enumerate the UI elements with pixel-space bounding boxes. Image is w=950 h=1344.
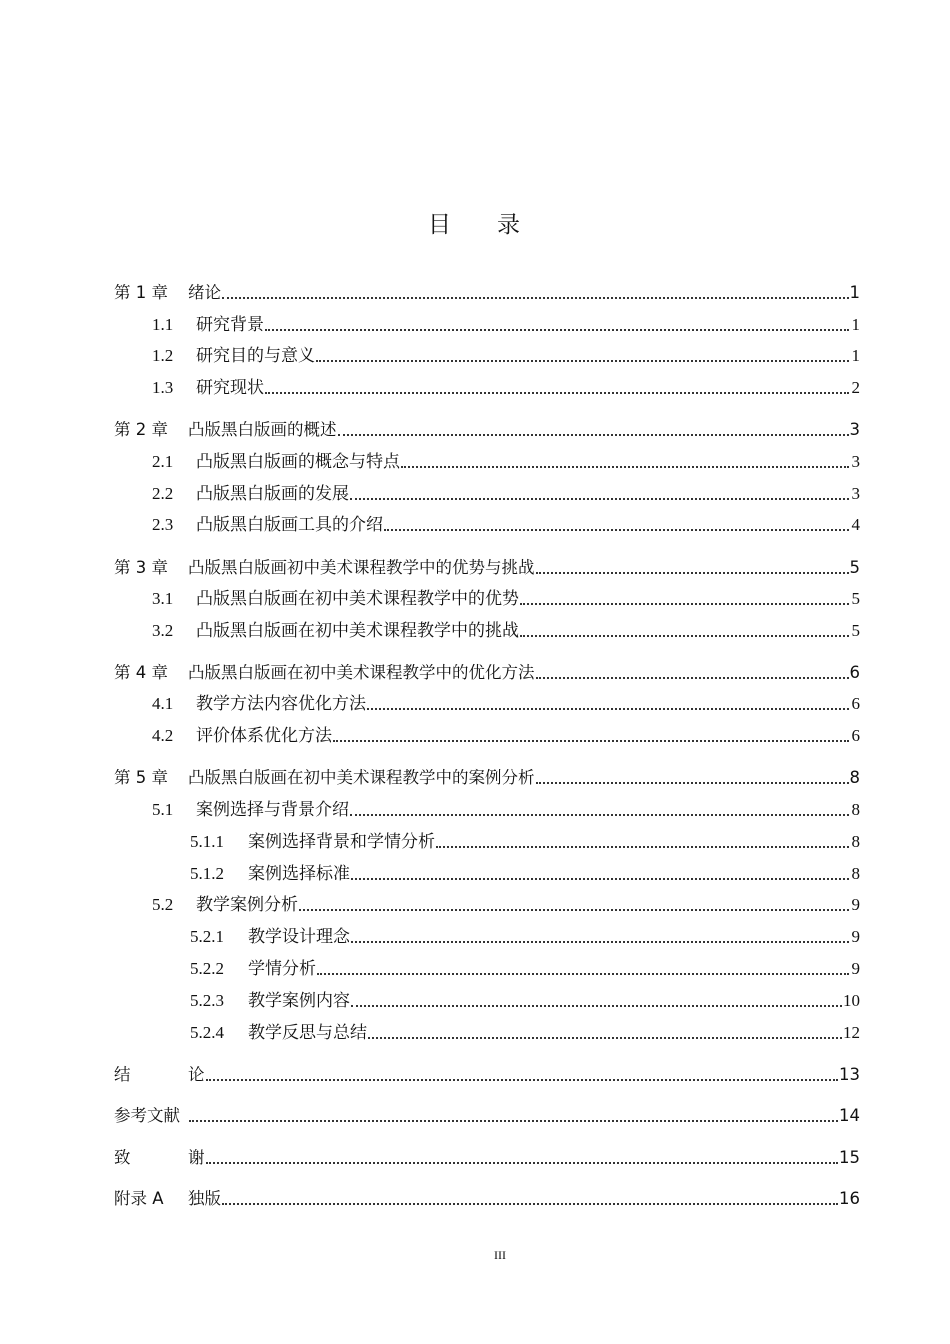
toc-entry[interactable] [114, 1139, 860, 1169]
toc-entry-title: 案例选择标准 [248, 864, 350, 883]
dot-leader [265, 392, 849, 394]
toc-entry[interactable] [114, 612, 860, 642]
toc-entry[interactable] [114, 411, 860, 441]
toc-entry-title: 研究背景 [196, 315, 264, 334]
dot-leader [316, 360, 849, 362]
dot-leader [351, 878, 849, 880]
toc-entry-number: 5.1 [152, 800, 174, 819]
toc-entry[interactable] [114, 274, 860, 304]
toc-entry-number: 2.1 [152, 452, 174, 471]
toc-entry-title: 教学反思与总结 [248, 1023, 367, 1042]
toc-entry-title: 教学方法内容优化方法 [196, 694, 366, 713]
toc-entry-number: 参考文献 [114, 1106, 180, 1125]
toc-entry-title: 谢 [188, 1148, 205, 1167]
toc-entry-page: 8 [849, 768, 860, 787]
toc-entry-title: 凸版黑白版画在初中美术课程教学中的挑战 [196, 621, 519, 640]
toc-entry-page: 8 [851, 800, 860, 819]
toc-entry[interactable] [114, 1180, 860, 1210]
toc-entry[interactable] [114, 1056, 860, 1086]
toc-entry-page: 9 [851, 959, 860, 978]
toc-entry-page: 6 [851, 726, 860, 745]
toc-entry-title: 凸版黑白版画在初中美术课程教学中的优势 [196, 589, 519, 608]
toc-entry-title: 凸版黑白版画在初中美术课程教学中的案例分析 [188, 768, 535, 787]
toc-heading-char-2: 录 [497, 212, 522, 238]
toc-entry-number: 第 3 章 [114, 558, 168, 577]
toc-entry[interactable] [114, 759, 860, 789]
toc-entry-page: 9 [851, 927, 860, 946]
toc-entry-page: 2 [851, 378, 860, 397]
toc-entry-page: 5 [849, 558, 860, 577]
toc-entry-number: 结 [114, 1065, 131, 1084]
toc-entry-page: 14 [839, 1106, 860, 1125]
toc-entry-page: 10 [843, 991, 860, 1010]
toc-entry-number: 1.2 [152, 346, 174, 365]
dot-leader [299, 909, 849, 911]
toc-entry-page: 8 [851, 832, 860, 851]
toc-entry-page: 1 [849, 283, 860, 302]
toc-entry[interactable] [114, 1097, 860, 1127]
dot-leader [536, 572, 849, 574]
toc-entry-page: 6 [849, 663, 860, 682]
dot-leader [368, 1037, 842, 1039]
toc-entry-number: 第 4 章 [114, 663, 168, 682]
dot-leader [222, 297, 849, 299]
toc-entry[interactable] [114, 306, 860, 336]
toc-entry-number: 5.2 [152, 895, 174, 914]
toc-entry-title: 凸版黑白版画的发展 [196, 484, 349, 503]
toc-entry-page: 5 [851, 621, 860, 640]
toc-entry-page: 3 [851, 452, 860, 471]
toc-entry-page: 9 [851, 895, 860, 914]
dot-leader [350, 498, 849, 500]
toc-entry-number: 5.2.4 [190, 1023, 224, 1042]
toc-entry[interactable] [114, 443, 860, 473]
toc-entry-title: 案例选择与背景介绍 [196, 800, 349, 819]
toc-entry-number: 5.2.2 [190, 959, 224, 978]
toc-entry-number: 第 2 章 [114, 420, 168, 439]
toc-entry-number: 1.1 [152, 315, 174, 334]
toc-entry-title: 学情分析 [248, 959, 316, 978]
toc-entry[interactable] [114, 685, 860, 715]
toc-entry-title: 绪论 [188, 283, 221, 302]
toc-entry-title: 教学案例内容 [248, 991, 350, 1010]
toc-entry-title: 凸版黑白版画工具的介绍 [196, 515, 383, 534]
toc-entry[interactable] [114, 717, 860, 747]
toc-entry-title: 研究现状 [196, 378, 264, 397]
toc-entry-page: 6 [851, 694, 860, 713]
toc-entry-page: 3 [851, 484, 860, 503]
toc-entry-number: 5.2.1 [190, 927, 224, 946]
toc-entry-number: 2.3 [152, 515, 174, 534]
toc-entry-title: 凸版黑白版画的概念与特点 [196, 452, 400, 471]
toc-entry-page: 12 [843, 1023, 860, 1042]
toc-entry-number: 5.1.1 [190, 832, 224, 851]
dot-leader [265, 329, 849, 331]
toc-entry-title: 案例选择背景和学情分析 [248, 832, 435, 851]
toc-entry[interactable] [114, 549, 860, 579]
dot-leader [367, 708, 849, 710]
toc-entry-title: 论 [188, 1065, 205, 1084]
toc-entry-page: 16 [839, 1189, 860, 1208]
toc-entry-page: 1 [851, 315, 860, 334]
toc-entry-number: 4.1 [152, 694, 174, 713]
dot-leader [436, 846, 849, 848]
toc-entry-page: 15 [839, 1148, 860, 1167]
toc-entry-page: 1 [851, 346, 860, 365]
toc-entry-title: 独版 [188, 1189, 221, 1208]
toc-entry-title: 凸版黑白版画在初中美术课程教学中的优化方法 [188, 663, 535, 682]
toc-entry[interactable] [114, 654, 860, 684]
toc-entry-number: 4.2 [152, 726, 174, 745]
toc-entry-number: 1.3 [152, 378, 174, 397]
toc-entry[interactable] [114, 823, 860, 853]
toc-entry-number: 2.2 [152, 484, 174, 503]
toc-entry-number: 5.1.2 [190, 864, 224, 883]
toc-entry-title: 评价体系优化方法 [196, 726, 332, 745]
dot-leader [351, 1005, 842, 1007]
toc-entry[interactable] [114, 855, 860, 885]
toc-entry[interactable] [114, 1014, 860, 1044]
dot-leader [351, 941, 849, 943]
dot-leader [206, 1079, 839, 1081]
dot-leader [333, 740, 849, 742]
toc-entry-number: 第 1 章 [114, 283, 168, 302]
toc-entry-page: 8 [851, 864, 860, 883]
dot-leader [401, 466, 849, 468]
toc-entry-number: 致 [114, 1148, 131, 1167]
dot-leader [350, 814, 849, 816]
toc-entry-number: 第 5 章 [114, 768, 168, 787]
dot-leader [536, 782, 849, 784]
dot-leader [520, 603, 849, 605]
toc-entry[interactable] [114, 475, 860, 505]
toc-entry-number: 3.2 [152, 621, 174, 640]
toc-entry-number: 附录 A [114, 1189, 164, 1208]
dot-leader [189, 1120, 838, 1122]
toc-heading-char-1: 目 [428, 212, 453, 238]
toc-entry-page: 13 [839, 1065, 860, 1084]
page-number-footer: III [494, 1248, 506, 1262]
toc-entry[interactable] [114, 918, 860, 948]
dot-leader [338, 434, 849, 436]
toc-entry-title: 研究目的与意义 [196, 346, 315, 365]
toc-entry[interactable] [114, 950, 860, 980]
toc-entry-title: 凸版黑白版画初中美术课程教学中的优势与挑战 [188, 558, 535, 577]
toc-entry-page: 3 [849, 420, 860, 439]
toc-entry[interactable] [114, 791, 860, 821]
toc-entry-number: 3.1 [152, 589, 174, 608]
toc-entry[interactable] [114, 580, 860, 610]
dot-leader [536, 677, 849, 679]
dot-leader [520, 635, 849, 637]
toc-entry-page: 4 [851, 515, 860, 534]
dot-leader [206, 1162, 839, 1164]
toc-entry-title: 教学设计理念 [248, 927, 350, 946]
toc-entry[interactable] [114, 982, 860, 1012]
toc-entry-page: 5 [851, 589, 860, 608]
toc-entry[interactable] [114, 369, 860, 399]
toc-entry[interactable] [114, 886, 860, 916]
toc-entry-number: 5.2.3 [190, 991, 224, 1010]
toc-entry[interactable] [114, 337, 860, 367]
dot-leader [222, 1203, 838, 1205]
toc-entry-title: 教学案例分析 [196, 895, 298, 914]
toc-entry-title: 凸版黑白版画的概述 [188, 420, 337, 439]
dot-leader [317, 973, 849, 975]
toc-entry[interactable] [114, 506, 860, 536]
toc-heading [0, 206, 950, 239]
dot-leader [384, 529, 849, 531]
